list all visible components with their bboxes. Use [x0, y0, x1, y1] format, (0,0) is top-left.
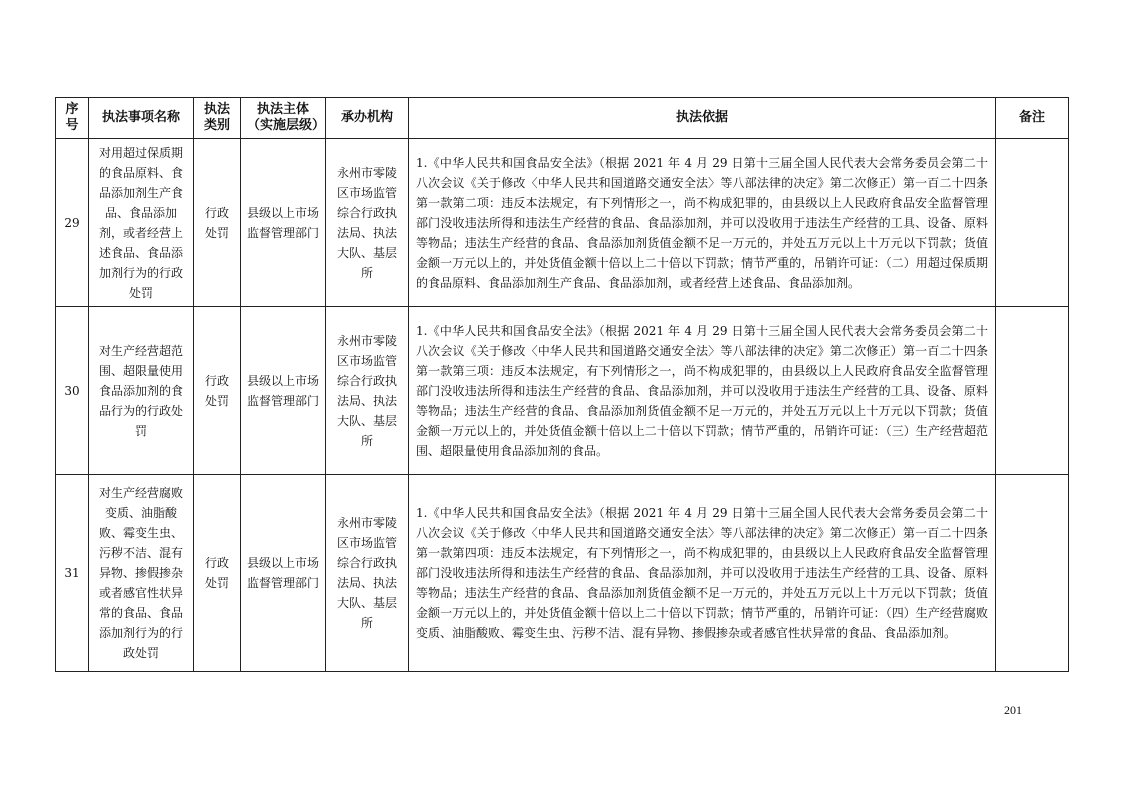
- row-seq: 31: [56, 475, 89, 672]
- row-seq: 29: [56, 139, 89, 307]
- row-basis: 1.《中华人民共和国食品安全法》（根据 2021 年 4 月 29 日第十三届全国人民代表大会常务委员会第二十八次会议《关于修改〈中华人民共和国道路交通安全法〉等八部法律的决定》第二次修正）第一百二十四条第一款第四项：违反本法规定，有下列情形之一，尚不构成犯罪的，由县级以上人民政府食品安全监督管理部门没收违法所得和违法生产经营的食品、食品添加剂，并可以没收用于违法生产经营的工具、设备、原料等物品；违法生产经营的食品、食品添加剂货值金额不足一万元的，并处五万元以上十万元以下罚款；货值金额一万元以上的，并处货值金额十倍以上二十倍以下罚款；情节严重的，吊销许可证：（四）生产经营腐败变质、油脂酸败、霉变生虫、污秽不洁、混有异物、掺假掺杂或者感官性状异常的食品、食品添加剂。: [409, 475, 996, 672]
- row-remarks: [996, 139, 1069, 307]
- row-item-name: 对生产经营腐败变质、油脂酸败、霉变生虫、污秽不洁、混有异物、掺假掺杂或者感官性状异常的食品、食品添加剂行为的行政处罚: [89, 475, 194, 672]
- row-item-name: 对用超过保质期的食品原料、食品添加剂生产食品、食品添加剂，或者经营上述食品、食品添加剂行为的行政处罚: [89, 139, 194, 307]
- row-item-name: 对生产经营超范围、超限量使用食品添加剂的食品行为的行政处罚: [89, 307, 194, 475]
- row-agency: 永州市零陵区市场监管综合行政执法局、执法大队、基层所: [326, 139, 409, 307]
- header-subject: 执法主体（实施层级）: [241, 98, 326, 139]
- row-category: 行政处罚: [194, 307, 241, 475]
- header-row: [56, 98, 1069, 139]
- row-agency: 永州市零陵区市场监管综合行政执法局、执法大队、基层所: [326, 307, 409, 475]
- table-row: [56, 139, 1069, 307]
- header-category: 执法类别: [194, 98, 241, 139]
- row-remarks: [996, 475, 1069, 672]
- row-subject: 县级以上市场监督管理部门: [241, 475, 326, 672]
- row-category: 行政处罚: [194, 139, 241, 307]
- row-subject: 县级以上市场监督管理部门: [241, 307, 326, 475]
- page-number: 201: [1004, 703, 1022, 717]
- header-agency: 承办机构: [326, 98, 409, 139]
- table-row: [56, 475, 1069, 672]
- row-subject: 县级以上市场监督管理部门: [241, 139, 326, 307]
- header-remarks: 备注: [996, 98, 1069, 139]
- table-row: [56, 307, 1069, 475]
- row-basis: 1.《中华人民共和国食品安全法》（根据 2021 年 4 月 29 日第十三届全国人民代表大会常务委员会第二十八次会议《关于修改〈中华人民共和国道路交通安全法〉等八部法律的决定》第二次修正）第一百二十四条第一款第二项：违反本法规定，有下列情形之一，尚不构成犯罪的，由县级以上人民政府食品安全监督管理部门没收违法所得和违法生产经营的食品、食品添加剂，并可以没收用于违法生产经营的工具、设备、原料等物品；违法生产经营的食品、食品添加剂货值金额不足一万元的，并处五万元以上十万元以下罚款；货值金额一万元以上的，并处货值金额十倍以上二十倍以下罚款；情节严重的，吊销许可证：（二）用超过保质期的食品原料、食品添加剂生产食品、食品添加剂，或者经营上述食品、食品添加剂。: [409, 139, 996, 307]
- header-basis: 执法依据: [409, 98, 996, 139]
- header-item-name: 执法事项名称: [89, 98, 194, 139]
- enforcement-table: [55, 97, 1069, 672]
- row-agency: 永州市零陵区市场监管综合行政执法局、执法大队、基层所: [326, 475, 409, 672]
- row-category: 行政处罚: [194, 475, 241, 672]
- row-seq: 30: [56, 307, 89, 475]
- row-remarks: [996, 307, 1069, 475]
- header-seq: 序号: [56, 98, 89, 139]
- row-basis: 1.《中华人民共和国食品安全法》（根据 2021 年 4 月 29 日第十三届全国人民代表大会常务委员会第二十八次会议《关于修改〈中华人民共和国道路交通安全法〉等八部法律的决定》第二次修正）第一百二十四条第一款第三项：违反本法规定，有下列情形之一，尚不构成犯罪的，由县级以上人民政府食品安全监督管理部门没收违法所得和违法生产经营的食品、食品添加剂，并可以没收用于违法生产经营的工具、设备、原料等物品；违法生产经营的食品、食品添加剂货值金额不足一万元的，并处五万元以上十万元以下罚款；货值金额一万元以上的，并处货值金额十倍以上二十倍以下罚款；情节严重的，吊销许可证：（三）生产经营超范围、超限量使用食品添加剂的食品。: [409, 307, 996, 475]
